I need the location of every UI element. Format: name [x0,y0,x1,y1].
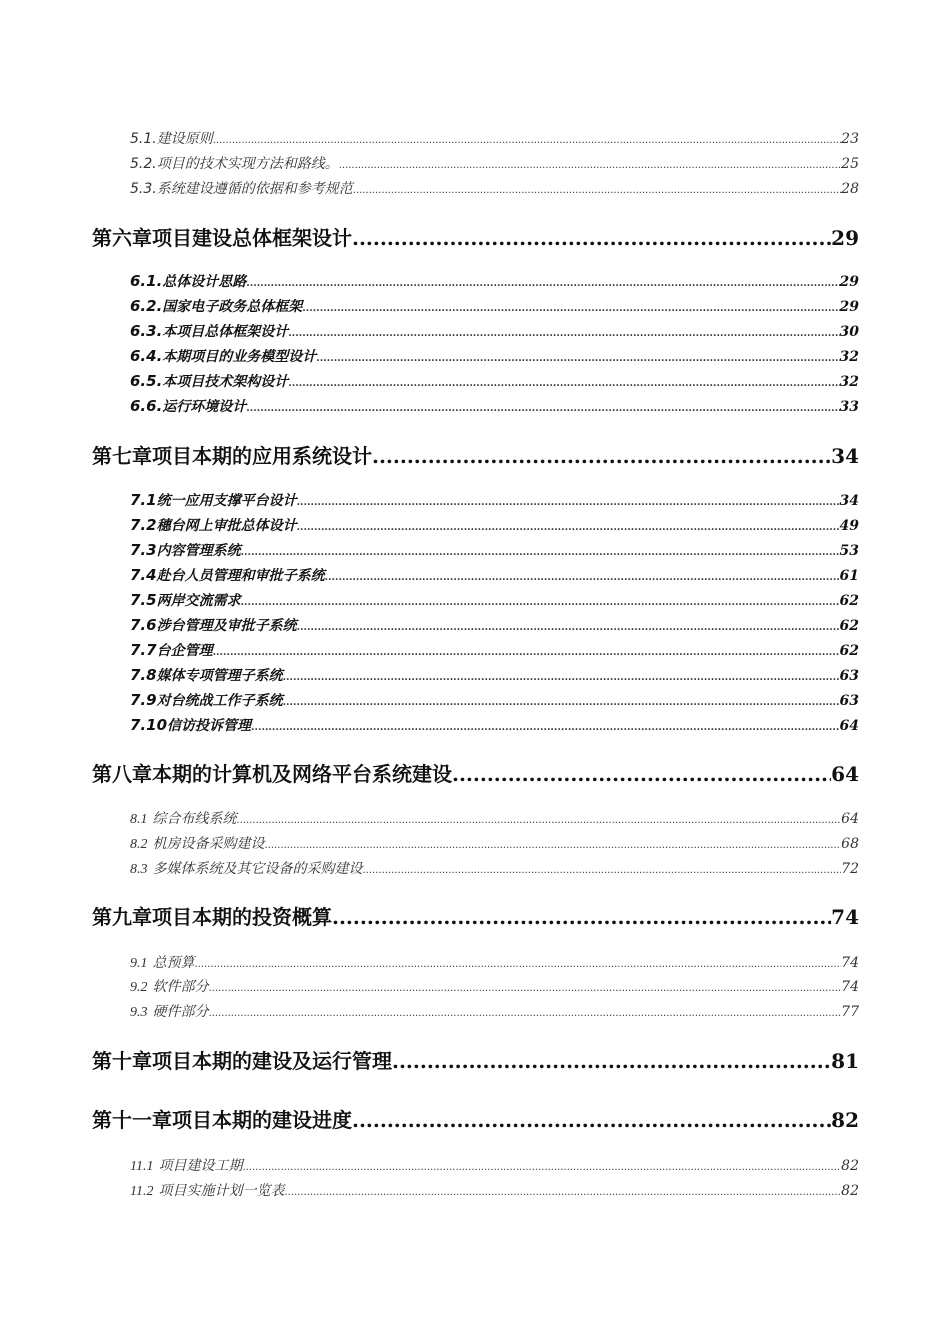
toc-entry[interactable] [130,321,859,341]
toc-chapter-title: 项目本期的建设进度 [172,1108,352,1132]
toc-entry-page: 82 [841,1158,859,1174]
toc-entry-number: 7.1 [130,491,157,509]
dot-leader [325,572,840,583]
toc-entry-title: 对台统战工作子系统 [156,693,283,709]
toc-entry-page: 29 [839,299,859,315]
toc-entry-number: 6.5. [130,372,163,390]
toc-chapter-number: 第九章 [92,905,152,929]
toc-entry-title: 涉台管理及审批子系统 [156,618,297,634]
toc-entry-page: 32 [839,374,859,390]
toc-entry-number: 8.3 [130,862,148,877]
dot-leader [209,1008,842,1019]
toc-chapter-page: 29 [831,226,859,250]
toc-entry[interactable] [130,715,859,735]
dot-leader [297,622,840,633]
dot-leader [241,547,840,558]
dot-leader [213,135,841,146]
dot-leader [452,762,831,786]
dot-leader [251,722,840,733]
toc-entry-number: 5.3. [130,181,157,197]
toc-entry-title: 国家电子政务总体框架 [162,299,303,315]
toc-entry[interactable] [130,271,859,291]
toc-chapter[interactable] [92,440,859,469]
toc-entry-page: 28 [841,181,859,197]
toc-entry-title: 台企管理 [156,643,213,659]
dot-leader [241,597,840,608]
toc-chapter-number: 第八章 [92,762,152,786]
toc-entry-title: 项目建设工期 [158,1158,243,1174]
toc-entry-page: 25 [841,156,859,172]
toc-entry[interactable] [130,346,859,366]
toc-entry[interactable] [130,490,859,510]
toc-entry-title: 建设原则 [156,131,213,147]
toc-entry-number: 7.10 [130,716,168,734]
dot-leader [332,905,831,929]
toc-entry[interactable] [130,665,859,685]
toc-chapter-number: 第七章 [92,444,152,468]
toc-chapter[interactable] [92,758,859,787]
toc-entry-number: 6.4. [130,347,163,365]
toc-chapter-title: 项目建设总体框架设计 [152,226,352,250]
dot-leader [288,328,839,339]
toc-entry-number: 11.2 [130,1184,154,1199]
dot-leader [352,1108,831,1132]
toc-entry[interactable] [130,1180,859,1200]
toc-entry-title: 媒体专项管理子系统 [156,668,283,684]
toc-entry-number: 7.5 [130,591,157,609]
toc-entry-number: 8.2 [130,837,148,852]
toc-entry[interactable] [130,690,859,710]
toc-chapter[interactable] [92,1045,859,1074]
toc-entry-number: 6.2. [130,297,163,315]
dot-leader [265,840,842,851]
toc-chapter-title: 项目本期的应用系统设计 [152,444,372,468]
toc-entry[interactable] [130,808,859,828]
toc-entry-page: 33 [839,399,859,415]
toc-entry-title: 内容管理系统 [156,543,241,559]
dot-leader [195,959,842,970]
toc-entry-title: 软件部分 [152,979,209,995]
toc-entry-number: 7.6 [130,616,157,634]
dot-leader [392,1049,831,1073]
toc-entry-page: 34 [839,493,859,509]
toc-entry-page: 64 [839,718,859,734]
toc-entry-title: 本期项目的业务模型设计 [162,349,317,365]
toc-entry[interactable] [130,371,859,391]
toc-entry[interactable] [130,1001,859,1021]
toc-entry[interactable] [130,396,859,416]
toc-entry-page: 74 [841,955,859,971]
toc-entry-page: 23 [841,131,859,147]
toc-entry-page: 32 [839,349,859,365]
toc-entry-number: 7.9 [130,691,157,709]
toc-entry-title: 系统建设遵循的依据和参考规范 [156,181,353,197]
toc-entry-page: 77 [841,1004,859,1020]
toc-entry[interactable] [130,976,859,996]
toc-entry-page: 72 [841,861,859,877]
toc-chapter-page: 82 [831,1108,859,1132]
toc-entry-number: 7.2 [130,516,157,534]
toc-entry-number: 11.1 [130,1159,154,1174]
toc-entry-title: 机房设备采购建设 [152,836,265,852]
dot-leader [237,815,842,826]
toc-entry-number: 7.7 [130,641,157,659]
toc-chapter-page: 74 [831,905,859,929]
toc-chapter-title: 项目本期的建设及运行管理 [152,1049,392,1073]
toc-chapter-page: 81 [831,1049,859,1073]
toc-entry-page: 62 [839,618,859,634]
toc-entry[interactable] [130,296,859,316]
toc-entry-number: 7.8 [130,666,157,684]
toc-entry[interactable] [130,565,859,585]
toc-entry-title: 项目的技术实现方法和路线。 [156,156,339,172]
toc-entry-title: 信访投诉管理 [167,718,252,734]
toc-entry-title: 本项目总体框架设计 [162,324,289,340]
toc-entry[interactable] [130,515,859,535]
toc-entry-page: 62 [839,593,859,609]
toc-entry-number: 6.6. [130,397,163,415]
toc-entry-number: 5.2. [130,156,157,172]
dot-leader [297,497,840,508]
dot-leader [213,647,840,658]
toc-entry[interactable] [130,178,859,198]
toc-entry-number: 6.1. [130,272,163,290]
toc-entry-title: 本项目技术架构设计 [162,374,289,390]
toc-entry-page: 64 [841,811,859,827]
toc-entry-title: 硬件部分 [152,1004,209,1020]
toc-entry-title: 赴台人员管理和审批子系统 [156,568,325,584]
toc-entry[interactable] [130,128,859,148]
dot-leader [283,672,840,683]
toc-entry-number: 6.3. [130,322,163,340]
toc-chapter[interactable] [92,1104,859,1133]
dot-leader [288,378,839,389]
dot-leader [284,1187,841,1198]
toc-entry-page: 63 [839,668,859,684]
dot-leader [302,303,839,314]
dot-leader [339,160,841,171]
toc-entry-number: 9.2 [130,980,148,995]
toc-chapter[interactable] [92,222,859,251]
toc-chapter-title: 本期的计算机及网络平台系统建设 [152,762,452,786]
toc-chapter-page: 64 [831,762,859,786]
dot-leader [242,1162,841,1173]
toc-entry-number: 9.3 [130,1005,148,1020]
dot-leader [297,522,840,533]
toc-entry-page: 30 [839,324,859,340]
toc-entry-page: 29 [839,274,859,290]
toc-entry-title: 综合布线系统 [152,811,237,827]
toc-entry-page: 74 [841,979,859,995]
toc-entry-page: 68 [841,836,859,852]
toc-entry-number: 7.3 [130,541,157,559]
toc-chapter-number: 第十一章 [92,1108,172,1132]
toc-entry-title: 穗台网上审批总体设计 [156,518,297,534]
dot-leader [316,353,839,364]
toc-entry-number: 5.1. [130,131,157,147]
toc-chapter-number: 第十章 [92,1049,152,1073]
toc-chapter-title: 项目本期的投资概算 [152,905,332,929]
toc-entry-page: 82 [841,1183,859,1199]
dot-leader [283,697,840,708]
toc-chapter-number: 第六章 [92,226,152,250]
toc-entry[interactable] [130,640,859,660]
toc-entry-title: 总体设计思路 [162,274,247,290]
toc-entry-number: 8.1 [130,812,148,827]
toc-entry-title: 项目实施计划一览表 [158,1183,285,1199]
toc-chapter-page: 34 [831,444,859,468]
toc-entry-number: 9.1 [130,956,148,971]
toc-entry-page: 61 [839,568,859,584]
dot-leader [246,403,839,414]
toc-entry-title: 运行环境设计 [162,399,247,415]
toc-entry-page: 63 [839,693,859,709]
toc-entry-number: 7.4 [130,566,157,584]
toc-entry-page: 53 [839,543,859,559]
toc-entry-title: 多媒体系统及其它设备的采购建设 [152,861,363,877]
dot-leader [246,278,839,289]
toc-entry[interactable] [130,615,859,635]
dot-leader [363,865,842,876]
toc-entry[interactable] [130,153,859,173]
toc-entry-page: 62 [839,643,859,659]
toc-entry[interactable] [130,833,859,853]
toc-entry[interactable] [130,590,859,610]
dot-leader [209,983,842,994]
toc-entry[interactable] [130,540,859,560]
toc-entry-title: 两岸交流需求 [156,593,241,609]
dot-leader [352,226,831,250]
toc-entry-page: 49 [839,518,859,534]
dot-leader [372,444,831,468]
toc-entry-title: 统一应用支撑平台设计 [156,493,297,509]
toc-chapter[interactable] [92,901,859,930]
dot-leader [353,185,841,196]
toc-entry[interactable] [130,952,859,972]
toc-entry-title: 总预算 [152,955,195,971]
toc-entry[interactable] [130,1155,859,1175]
toc-entry[interactable] [130,858,859,878]
